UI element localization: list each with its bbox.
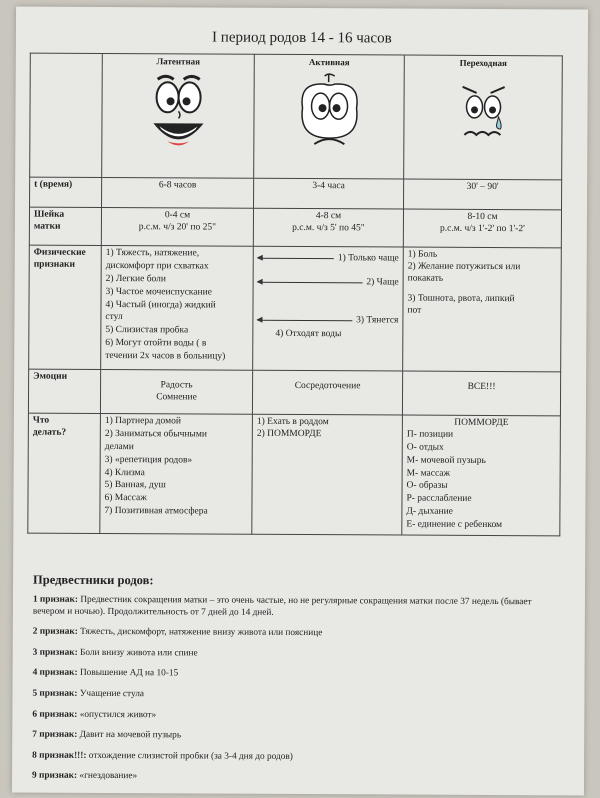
precursors-title: Предвестники родов: [33, 572, 154, 588]
time-active: 3-4 часа [254, 178, 404, 209]
list-item: дискомфорт при схватках [105, 260, 209, 272]
cervix-transition [403, 209, 561, 248]
precursor-label: 1 признак: [32, 594, 79, 605]
time-transition: 30' – 90' [404, 179, 562, 210]
precursor-text: «гнездование» [79, 771, 138, 782]
row-physical [29, 245, 562, 372]
emotions-transition: ВСЕ!!! [402, 371, 560, 416]
precursor-label: 3 признак: [32, 647, 78, 658]
precursor-label: 9 признак: [32, 771, 78, 782]
todo-latent [100, 413, 253, 534]
left-arrow-icon [257, 320, 352, 321]
precursor-text: «опустился живот» [79, 709, 157, 720]
precursor-text: Давит на мочевой пузырь [79, 730, 182, 741]
paper-sheet [12, 7, 588, 796]
list-item: Д- дыхание [406, 506, 453, 517]
physical-active-item-1: 1) Только чаще [337, 253, 399, 264]
todo-active [252, 414, 403, 535]
precursor-label: 7 признак: [32, 729, 78, 741]
list-item: 4) Клизма [104, 467, 145, 478]
list-item: М- массаж [406, 468, 451, 479]
row-emotions [28, 369, 560, 416]
cervix-transition-contractions: р.с.м. ч/з 1'-2' по 1'-2' [439, 223, 525, 235]
todo-transition-list [406, 429, 556, 532]
list-item: 1) Партнера домой [104, 415, 181, 427]
physical-active-item-4: 4) Отходят воды [275, 328, 342, 339]
row-todo [28, 413, 561, 536]
physical-latent-list [105, 248, 249, 364]
label-todo-line1: Что [32, 415, 50, 426]
precursor-text: Предвестник сокращения матки – это очень частые, но не регулярные сокращения матки после 37 недель (бывает вечером и ночью). Продолжительность от 7 дней до 14 дней. [32, 594, 532, 618]
column-latent [102, 53, 255, 178]
cervix-latent [101, 207, 253, 246]
label-physical-line2: признаки [33, 259, 75, 270]
arrow-item [257, 315, 398, 328]
label-time: t (время) [30, 177, 102, 207]
todo-transition-title: ПОММОРДЕ [454, 417, 509, 429]
column-active [254, 54, 405, 179]
precursor-label: 6 признак: [32, 709, 78, 720]
labor-stages-table [27, 53, 563, 537]
label-cervix-line1: Шейка [33, 209, 65, 220]
physical-transition-item-1: 1) Боль [407, 249, 438, 260]
precursor-label: 2 признак: [32, 626, 78, 638]
list-item: стул [105, 312, 123, 323]
label-cervix [29, 207, 101, 245]
physical-transition-item-3a: 3) Тошнота, рвота, липкий [407, 293, 515, 304]
physical-transition [403, 247, 562, 372]
worried-face-icon [294, 72, 364, 156]
list-item: 2) Заниматься обычными [104, 428, 207, 440]
precursor-label: 4 признак: [32, 668, 78, 679]
list-item: Р- расслабление [406, 493, 472, 505]
cervix-active [253, 208, 403, 247]
time-latent: 6-8 часов [102, 177, 254, 208]
crying-face-icon [448, 73, 518, 157]
precursor-item [32, 709, 560, 723]
row-time [30, 177, 562, 210]
list-item: 5) Слизистая пробка [105, 325, 189, 336]
label-todo-line2: делать? [32, 427, 67, 438]
row-cervix [29, 207, 561, 248]
list-item: М- мочевой пузырь [406, 455, 486, 466]
list-item: П- позиции [406, 429, 454, 440]
cervix-transition-dilation: 8-10 см [467, 211, 498, 223]
label-cervix-line2: матки [33, 221, 61, 232]
list-item: течении 2х часов в больницу) [105, 350, 226, 362]
label-emotions: Эмоции [28, 369, 100, 413]
list-item: 3) Частое мочеиспускание [105, 286, 212, 298]
list-item: делами [104, 441, 134, 452]
precursor-text: Тяжесть, дискомфорт, натяжение внизу живота или пояснице [80, 627, 323, 639]
precursor-text: Повышение АД на 10-15 [79, 668, 179, 679]
physical-active [253, 246, 404, 371]
column-active-title: Активная [308, 57, 350, 68]
cervix-active-contractions: р.с.м. ч/з 5' по 45" [292, 222, 365, 234]
physical-active-item-3: 3) Тянется [356, 315, 399, 326]
physical-transition-item-2a: 2) Желание потужиться или [407, 261, 521, 273]
list-item: 6) Могут отойти воды ( в [105, 338, 207, 349]
todo-active-item-1: 1) Ехать в роддом [256, 416, 329, 428]
label-todo [28, 413, 101, 533]
cervix-latent-contractions: р.с.м. ч/з 20' по 25" [138, 222, 217, 233]
precursor-item [33, 627, 561, 641]
list-item: 5) Ванная, душ [104, 480, 166, 491]
cervix-active-dilation: 4-8 см [315, 211, 342, 222]
list-item: 7) Позитивная атмосфера [104, 506, 208, 517]
physical-transition-item-3b: пот [407, 305, 422, 316]
list-item: О- отдых [406, 442, 444, 453]
list-item: Е- единение с ребенком [406, 519, 503, 531]
page-title: I период родов 14 - 16 часов [212, 29, 392, 47]
precursors-list [32, 595, 561, 795]
list-item: 1) Тяжесть, натяжение, [105, 247, 200, 259]
list-item: 6) Массаж [104, 493, 147, 504]
todo-transition [402, 415, 561, 536]
arrow-item [258, 253, 399, 266]
precursor-item [32, 750, 560, 764]
precursor-label: 5 признак: [32, 688, 78, 699]
precursor-item [32, 689, 560, 703]
column-transition-title: Переходная [459, 57, 507, 69]
emotions-latent-line1: Радость [160, 380, 193, 391]
arrow-item [258, 277, 399, 290]
column-transition [404, 55, 563, 180]
emotions-active: Сосредоточение [252, 370, 402, 415]
list-item: 3) «репетиция родов» [104, 454, 193, 466]
cervix-latent-dilation: 0-4 см [164, 210, 191, 221]
label-physical [29, 245, 102, 369]
column-latent-title: Латентная [156, 56, 201, 67]
physical-latent [101, 245, 254, 370]
physical-active-item-2: 2) Чаще [366, 277, 399, 288]
label-physical-line1: Физические [33, 247, 86, 258]
left-arrow-icon [258, 282, 363, 284]
physical-transition-item-2b: покакать [407, 273, 444, 284]
todo-active-item-2: 2) ПОММОРДЕ [256, 428, 322, 439]
empty-corner-cell [30, 53, 103, 177]
precursor-text: Учащение стула [79, 688, 145, 700]
header-row [30, 53, 563, 180]
list-item: 4) Частый (иногда) жидкий [105, 299, 216, 311]
precursor-item [33, 668, 561, 682]
list-item: 2) Легкие боли [105, 273, 167, 285]
emotions-latent-line2: Сомнение [156, 392, 197, 403]
todo-latent-list [104, 416, 248, 519]
precursor-item [32, 730, 560, 744]
list-item: О- образы [406, 480, 448, 492]
happy-face-icon [143, 71, 213, 155]
precursor-item [33, 595, 561, 621]
precursor-text: Боли внизу живота или спине [80, 647, 198, 659]
left-arrow-icon [258, 258, 334, 259]
precursor-text: отхождение слизистой пробки (за 3-4 дня до родов) [88, 750, 293, 762]
precursor-label: 8 признак!!!: [32, 750, 87, 761]
precursor-item [32, 771, 560, 785]
emotions-latent [100, 369, 252, 414]
precursor-item [33, 647, 561, 661]
